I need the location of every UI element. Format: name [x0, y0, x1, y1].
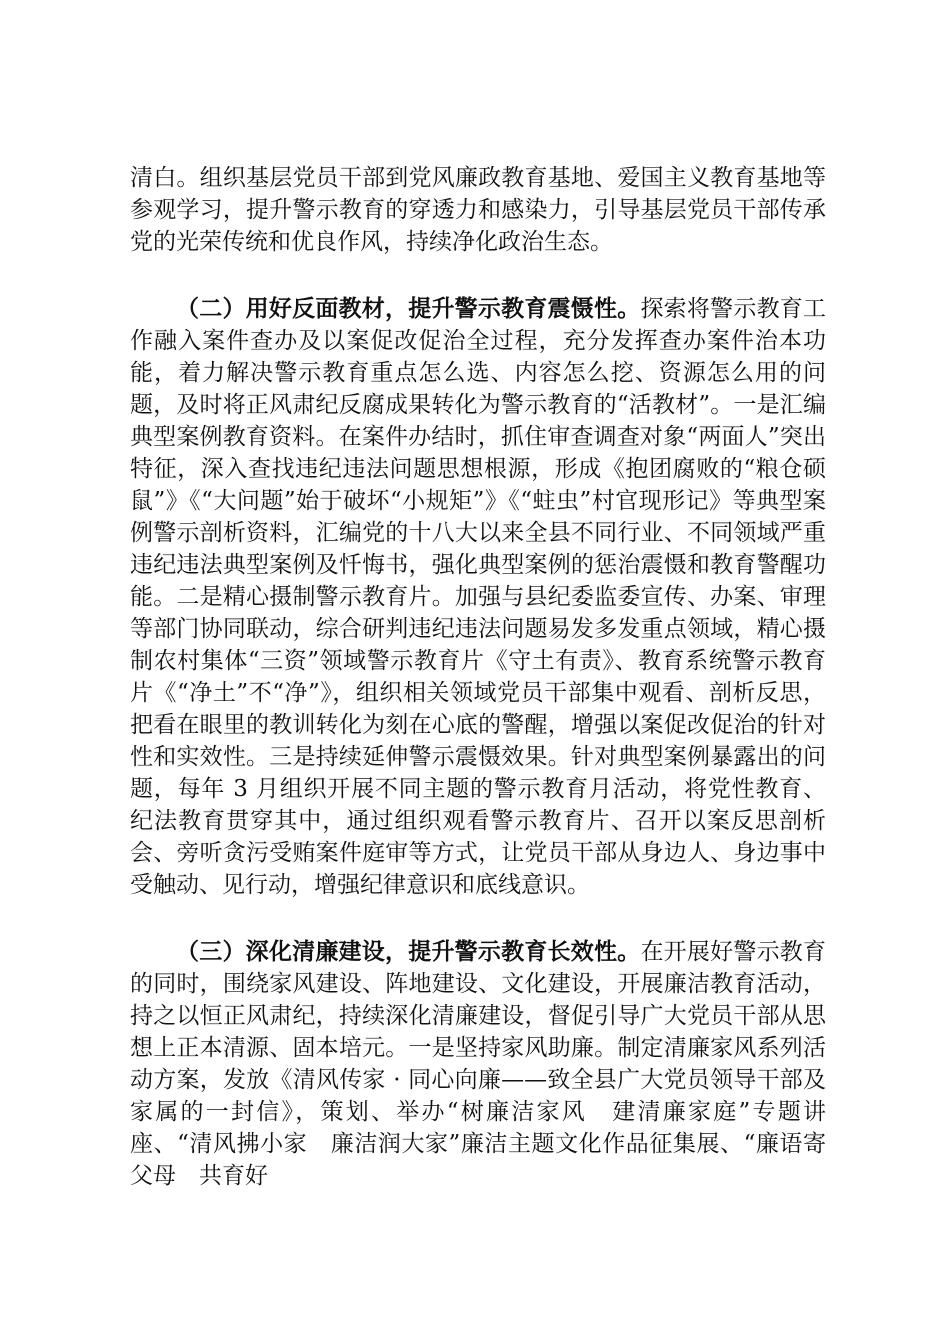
- paragraph-1-text: 清白。组织基层党员干部到党风廉政教育基地、爱国主义教育基地等参观学习，提升警示教育的穿透力和感染力，引导基层党员干部传承党的光荣传统和优良作风，持续净化政治生态。: [130, 165, 826, 255]
- paragraph-spacer: [130, 258, 826, 293]
- section-2-text: 探索将警示教育工作融入案件查办及以案促改促治全过程，充分发挥查办案件治本功能，着力解决警示教育重点怎么选、内容怎么挖、资源怎么用的问题，及时将正风肃纪反腐成果转化为警示教育的“活教材”。一是汇编典型案例教育资料。在案件办结时，抓住审查调查对象“两面人”突出特征，深入查找违纪违法问题思想根源，形成《抱团腐败的“粮仓硕鼠”》《“大问题”始于破坏“小规矩”》《“蛀虫”村官现形记》等典型案例警示剖析资料，汇编党的十八大以来全县不同行业、不同领域严重违纪违法典型案例及忏悔书，强化典型案例的惩治震慑和教育警醒功能。二是精心摄制警示教育片。加强与县纪委监委宣传、办案、审理等部门协同联动，综合研判违纪违法问题易发多发重点领域，精心摄制农村集体“三资”领域警示教育片《守土有责》、教育系统警示教育片《“净土”不“净”》，组织相关领域党员干部集中观看、剖析反思，把看在眼里的教训转化为刻在心底的警醒，增强以案促改促治的针对性和实效性。三是持续延伸警示震慑效果。针对典型案例暴露出的问题，每年 3 月组织开展不同主题的警示教育月活动，将党性教育、纪法教育贯穿其中，通过组织观看警示教育片、召开以案反思剖析会、旁听贪污受贿案件庭审等方式，让党员干部从身边人、身边事中受触动、见行动，增强纪律意识和底线意识。: [130, 296, 827, 898]
- paragraph-section-3: [130, 936, 826, 1192]
- section-3-heading: （三）深化清廉建设，提升警示教育长效性。: [176, 939, 641, 965]
- paragraph-continuation: [130, 162, 826, 258]
- section-3-text: 在开展好警示教育的同时，围绕家风建设、阵地建设、文化建设，开展廉洁教育活动，持之以恒正风肃纪，持续深化清廉建设，督促引导广大党员干部从思想上正本清源、固本培元。一是坚持家风助廉。制定清廉家风系列活动方案，发放《清风传家 · 同心向廉——致全县广大党员领导干部及家属的一封信》，策划、举办“树廉洁家风 建清廉家庭”专题讲座、“清风拂小家 廉洁润大家”廉洁主题文化作品征集展、“廉语寄父母 共育好: [130, 939, 827, 1189]
- document-body: [130, 162, 826, 1192]
- paragraph-section-2: [130, 293, 826, 901]
- paragraph-spacer: [130, 901, 826, 936]
- section-2-heading: （二）用好反面教材，提升警示教育震慑性。: [176, 296, 641, 322]
